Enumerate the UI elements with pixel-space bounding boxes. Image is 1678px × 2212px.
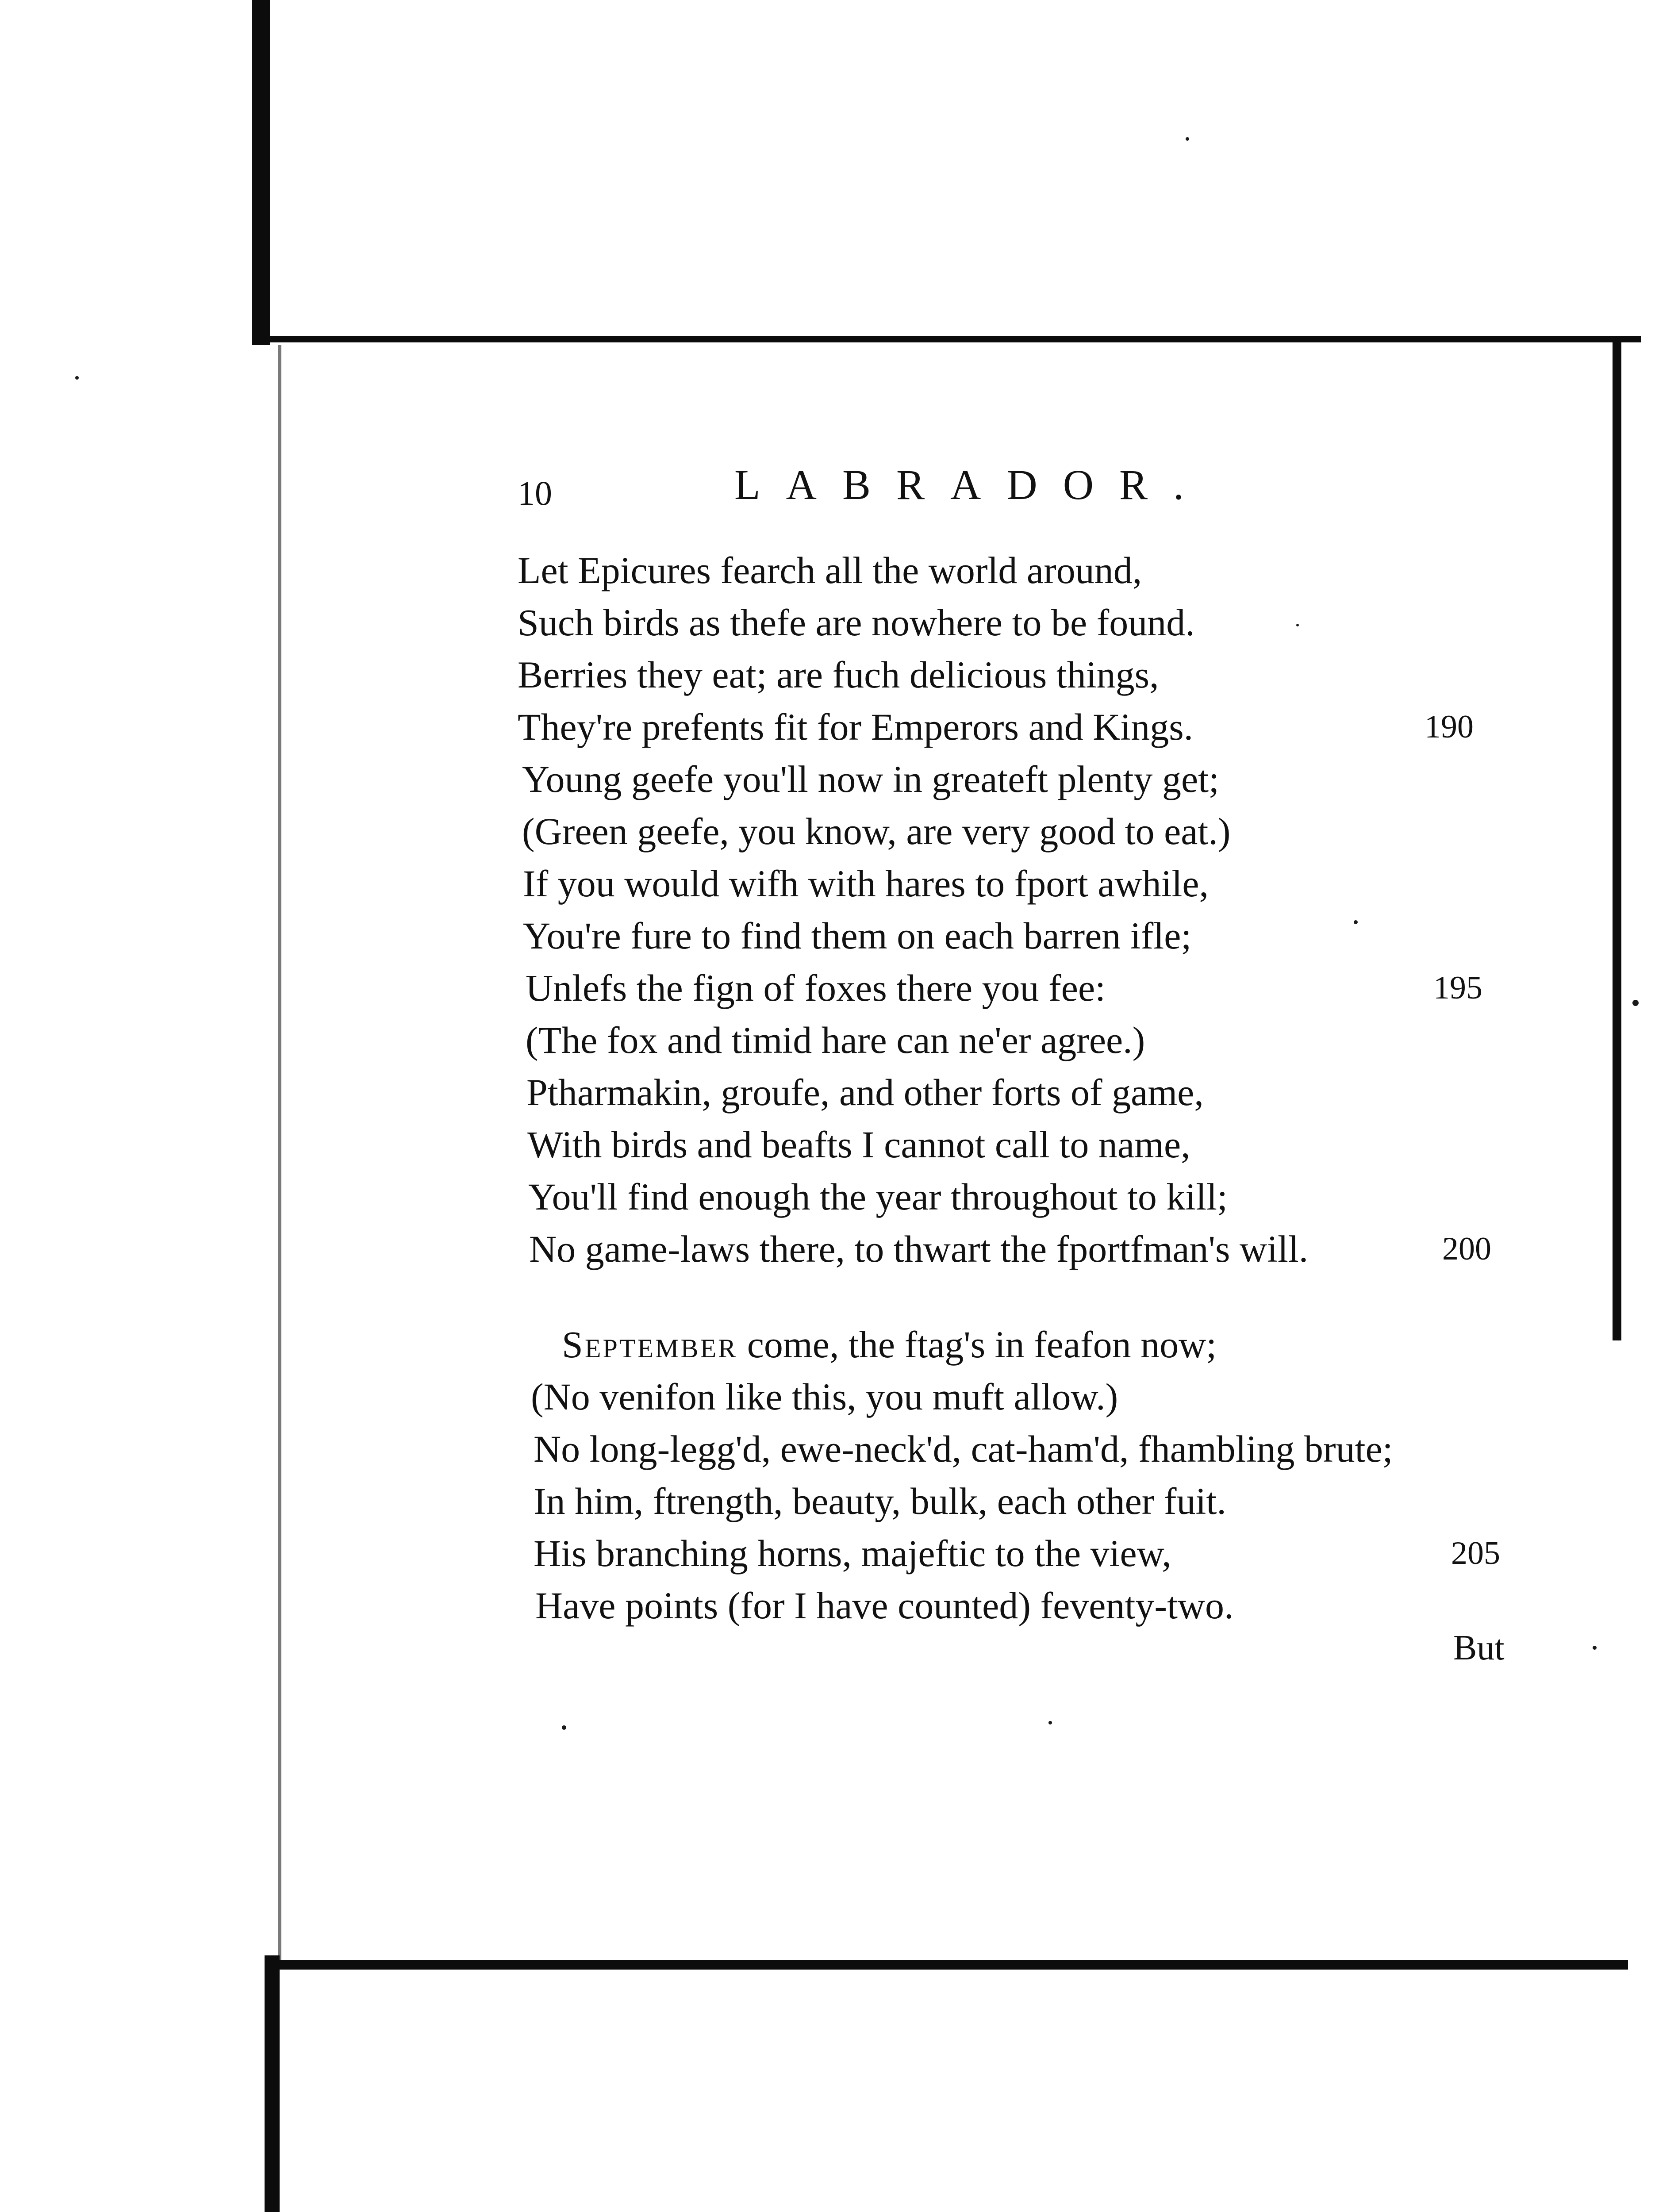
verse-line: No game-laws there, to thwart the fportfman's will. — [529, 1228, 1309, 1270]
verse-text: come, the ftag's in feafon now; — [737, 1323, 1217, 1366]
speck — [75, 376, 79, 380]
line-number: 195 — [1433, 970, 1482, 1006]
verse-line: His branching horns, majeftic to the view, — [534, 1532, 1171, 1575]
verse-line: You're fure to find them on each barren ifle; — [523, 914, 1192, 957]
verse-line: Have points (for I have counted) feventy-two. — [535, 1584, 1234, 1627]
verse-line: They're prefents fit for Emperors and Kings. — [518, 706, 1194, 748]
running-title: LABRADOR. — [734, 461, 1210, 508]
left-border-rule — [278, 345, 281, 1964]
verse-line: Young geefe you'll now in greateft plenty get; — [522, 758, 1219, 800]
binding-edge-left-lower — [265, 1955, 280, 2212]
verse-line: (No venifon like this, you muft allow.) — [531, 1375, 1118, 1418]
verse-line: Ptharmakin, groufe, and other forts of game, — [526, 1071, 1204, 1114]
line-number: 190 — [1425, 709, 1474, 745]
verse-line: In him, ftrength, beauty, bulk, each other fuit. — [534, 1480, 1226, 1522]
verse-line: (The fox and timid hare can ne'er agree.) — [526, 1019, 1145, 1061]
verse-line: Such birds as thefe are nowhere to be found. — [518, 601, 1195, 644]
top-border-rule — [265, 336, 1641, 342]
right-border-rule — [1613, 341, 1621, 1340]
speck — [1632, 1000, 1639, 1006]
speck — [1354, 920, 1358, 924]
speck — [1186, 137, 1189, 141]
speck — [1296, 624, 1299, 626]
binding-edge-left — [252, 0, 270, 345]
verse-line: With birds and beafts I cannot call to name, — [527, 1123, 1190, 1166]
speck — [562, 1725, 566, 1730]
verse-line: (Green geefe, you know, are very good to eat.) — [522, 810, 1231, 853]
speck — [1048, 1721, 1052, 1724]
bottom-border-rule — [270, 1960, 1628, 1970]
speck — [1593, 1646, 1597, 1650]
verse-line: Let Epicures fearch all the world around, — [518, 549, 1142, 591]
line-number: 200 — [1442, 1231, 1491, 1267]
verse-line: No long-legg'd, ewe-neck'd, cat-ham'd, fhambling brute; — [534, 1428, 1393, 1470]
line-number: 205 — [1451, 1535, 1500, 1571]
verse-line: Unlefs the fign of foxes there you fee: — [526, 967, 1106, 1009]
verse-line — [562, 1318, 1217, 1371]
stanza-opening-word: September — [562, 1323, 738, 1366]
page-header — [518, 460, 1314, 522]
verse-line: If you would wifh with hares to fport awhile, — [523, 862, 1209, 905]
verse-line: You'll find enough the year throughout to kill; — [528, 1175, 1228, 1218]
verse-line: Berries they eat; are fuch delicious things, — [518, 653, 1159, 696]
catchword: But — [1453, 1628, 1505, 1667]
page-number: 10 — [518, 474, 552, 512]
